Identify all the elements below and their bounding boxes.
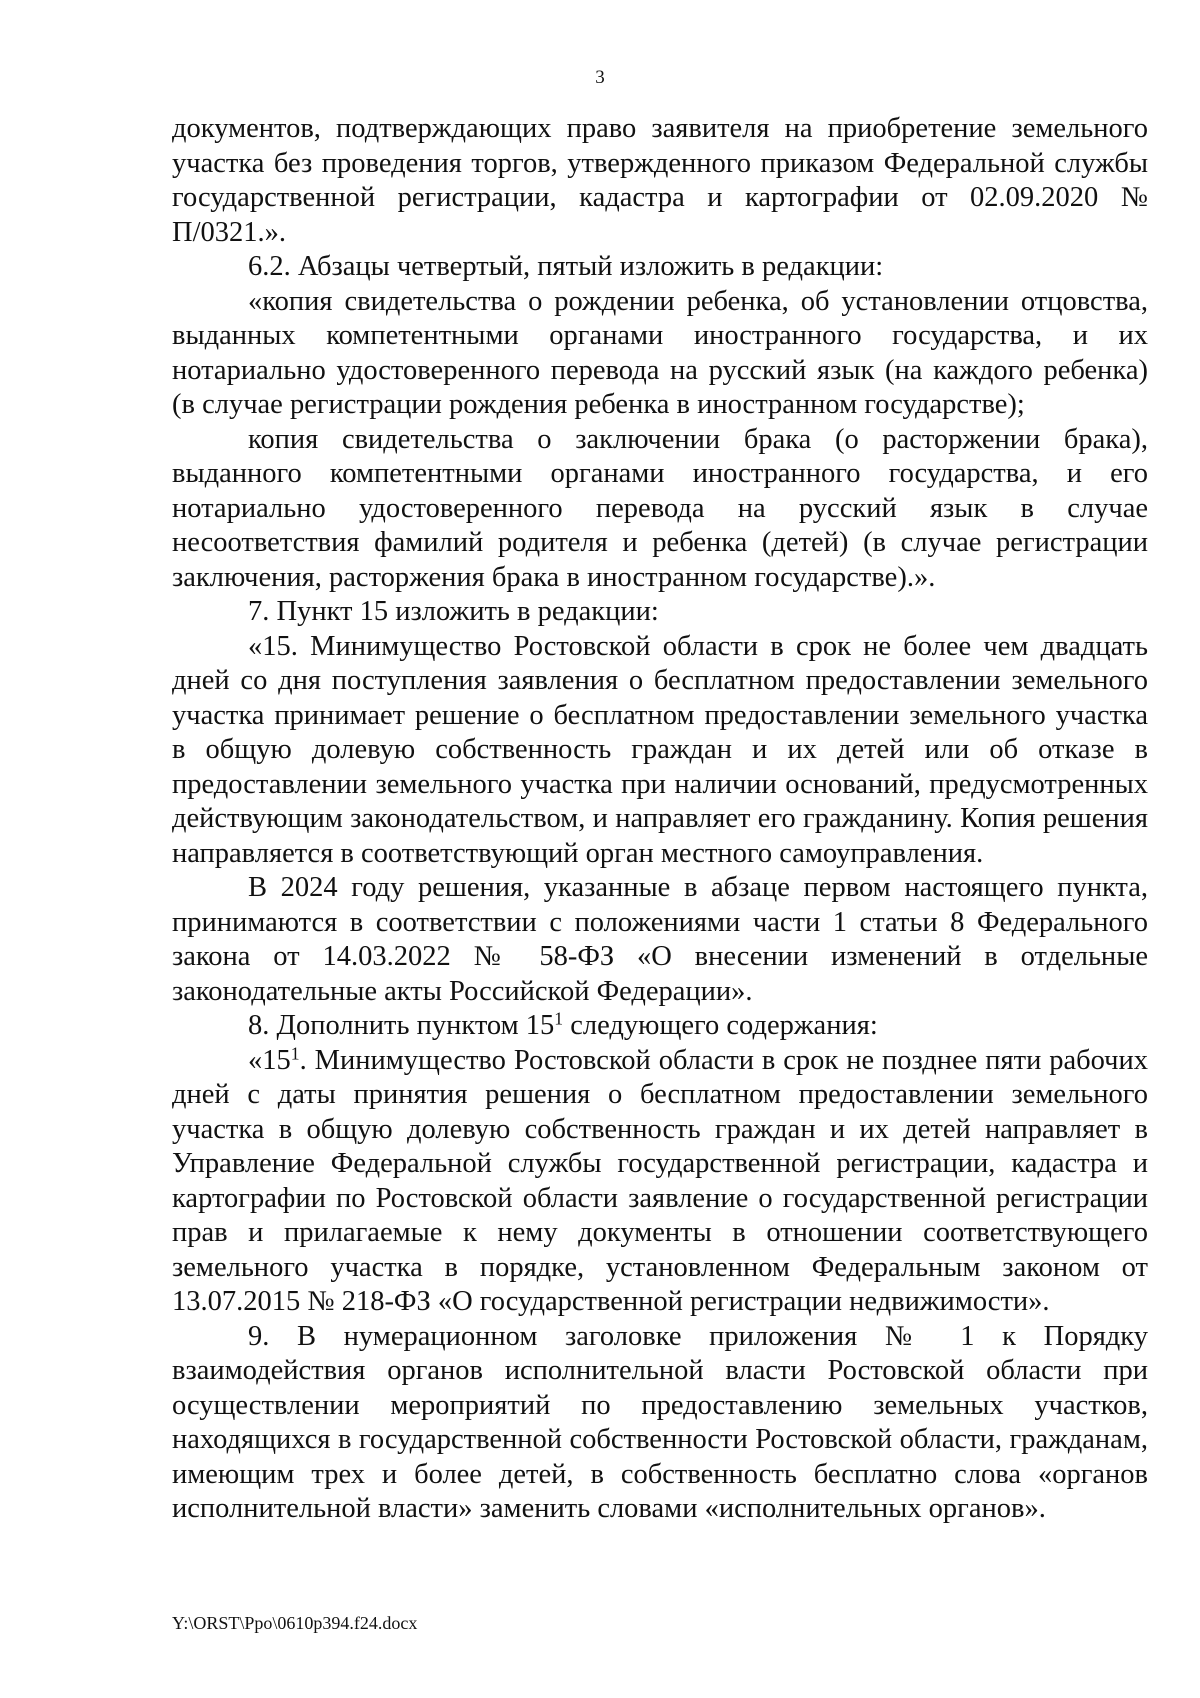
paragraph-continuation: документов, подтверждающих право заявителя на приобретение земельного участка без проведения торгов, утвержденного приказом Федеральной службы государственной регистрации, кадастра и картографии от 02.09.2020 № П/0321.».: [172, 113, 1148, 248]
paragraph-point-15-1: [172, 1044, 1148, 1320]
paragraph-point-15-1-text: . Минимущество Ростовской области в срок не позднее пяти рабочих дней с даты принятия решения о бесплатном предоставлении земельного участка в общую долевую собственность граждан и их детей направляет в Управление Федеральной службы государственной регистрации, кадастра и картографии по Ростовской области заявление о государственной регистрации прав и прилагаемые к нему документы в отношении соответствующего земельного участка в порядке, установленном Федеральным законом от 13.07.2015 № 218-ФЗ «О государственной регистрации недвижимости».: [172, 1044, 1148, 1317]
paragraph-8-text: 8. Дополнить пунктом 15: [248, 1010, 555, 1041]
superscript: 1: [554, 1008, 564, 1029]
paragraph-2024: В 2024 году решения, указанные в абзаце первом настоящего пункта, принимаются в соответствии с положениями части 1 статьи 8 Федерального закона от 14.03.2022 № 58-ФЗ «О внесении изменений в отдельные законодательные акты Российской Федерации».: [172, 872, 1148, 1007]
paragraph-8: [172, 1009, 1148, 1044]
paragraph-point-15-1-start: «15: [248, 1044, 291, 1076]
paragraph-marriage-certificate: копия свидетельства о заключении брака (о расторжении брака), выданного компетентными органами иностранного государства, и его нотариально удостоверенного перевода на русский язык в случае несоответствия фамилий родителя и ребенка (детей) (в случае регистрации заключения, расторжения брака в иностранном государстве).».: [172, 423, 1148, 593]
footer-file-path: Y:\ORST\Ppo\0610p394.f24.docx: [172, 1613, 418, 1633]
page-number: 3: [595, 67, 605, 88]
paragraph-point-15: «15. Минимущество Ростовской области в срок не более чем двадцать дней со дня поступления заявления о бесплатном предоставлении земельного участка принимает решение о бесплатном предоставлении земельного участка в общую долевую собственность граждан и их детей или об отказе в предоставлении земельного участка при наличии оснований, предусмотренных действующим законодательством, и направляет его гражданину. Копия решения направляется в соответствующий орган местного самоуправления.: [172, 630, 1148, 869]
paragraph-6-2: 6.2. Абзацы четвертый, пятый изложить в редакции:: [248, 251, 884, 282]
paragraph-8-tail: следующего содержания:: [563, 1010, 878, 1041]
paragraph-birth-certificate: «копия свидетельства о рождении ребенка, об установлении отцовства, выданных компетентными органами иностранного государства, и их нотариально удостоверенного перевода на русский язык (на каждого ребенка) (в случае регистрации рождения ребенка в иностранном государстве);: [172, 285, 1148, 420]
document-body: [172, 112, 1148, 1527]
superscript: 1: [290, 1042, 300, 1063]
paragraph-7: 7. Пункт 15 изложить в редакции:: [248, 596, 659, 627]
paragraph-9: 9. В нумерационном заголовке приложения № 1 к Порядку взаимодействия органов исполнительной власти Ростовской области при осуществлении мероприятий по предоставлению земельных участков, находящихся в государственной собственности Ростовской области, гражданам, имеющим трех и более детей, в собственность бесплатно слова «органов исполнительной власти» заменить словами «исполнительных органов».: [172, 1320, 1148, 1524]
